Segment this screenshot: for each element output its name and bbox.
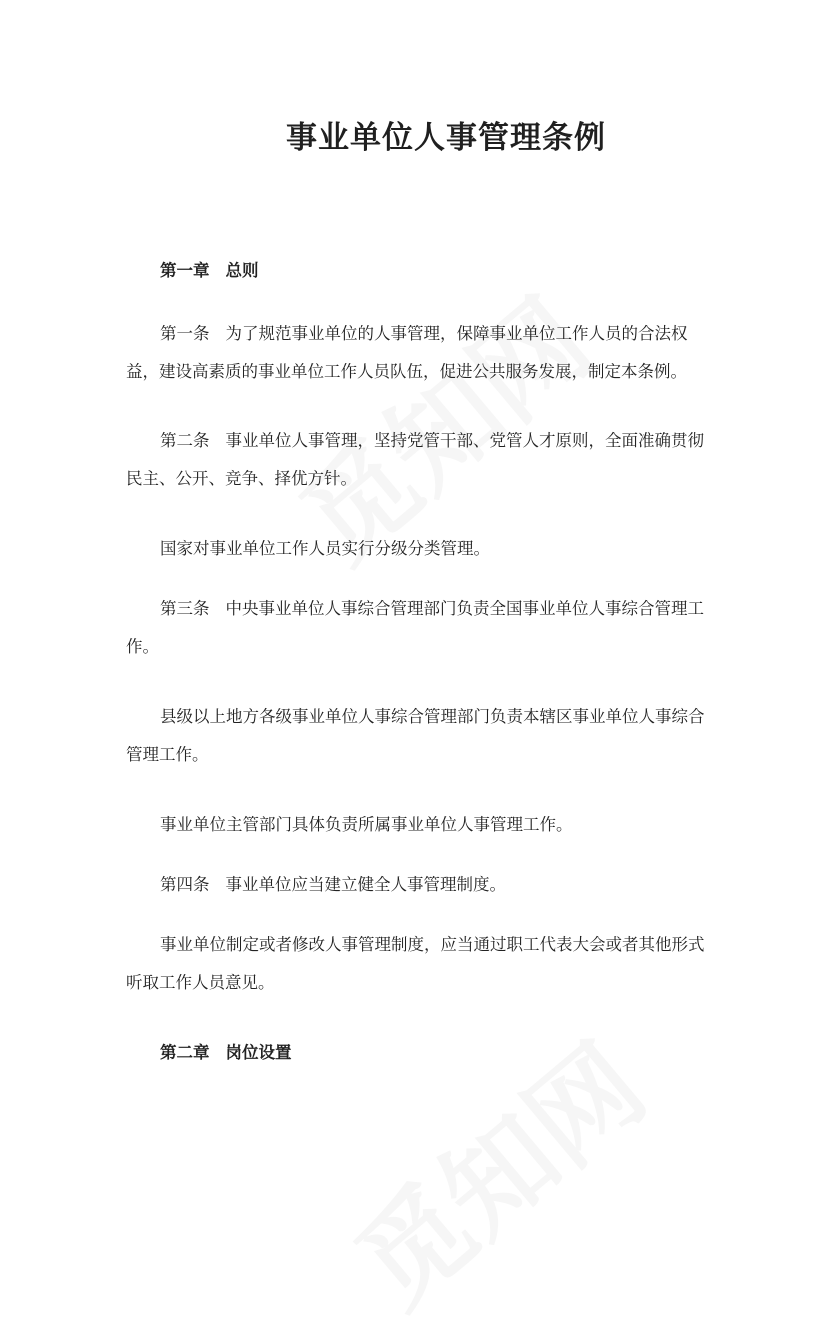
article-3-label: 第三条 xyxy=(160,599,210,618)
article-2-label: 第二条 xyxy=(160,431,210,450)
article-3-paragraph-2: 县级以上地方各级事业单位人事综合管理部门负责本辖区事业单位人事综合管理工作。 xyxy=(126,707,705,764)
chapter-1-label: 第一章 xyxy=(160,261,210,280)
article-3-paragraph-3: 事业单位主管部门具体负责所属事业单位人事管理工作。 xyxy=(160,815,573,834)
chapter-2-name: 岗位设置 xyxy=(225,1043,292,1062)
article-2-text: 事业单位人事管理，坚持党管干部、党管人才原则，全面准确贯彻民主、公开、竞争、择优方针。 xyxy=(126,431,704,488)
article-4-label: 第四条 xyxy=(160,875,210,894)
article-1 xyxy=(126,315,716,391)
article-3-text: 中央事业单位人事综合管理部门负责全国事业单位人事综合管理工作。 xyxy=(126,599,704,656)
article-4-paragraph-2: 事业单位制定或者修改人事管理制度，应当通过职工代表大会或者其他形式听取工作人员意见。 xyxy=(126,935,705,992)
article-1-label: 第一条 xyxy=(160,324,210,343)
chapter-2-heading xyxy=(126,1034,716,1072)
article-4 xyxy=(126,866,716,904)
article-4-text: 事业单位应当建立健全人事管理制度。 xyxy=(225,875,506,894)
document-title: 事业单位人事管理条例 xyxy=(286,120,606,156)
article-2 xyxy=(126,422,716,498)
chapter-2-label: 第二章 xyxy=(160,1043,210,1062)
article-1-text: 为了规范事业单位的人事管理，保障事业单位工作人员的合法权益，建设高素质的事业单位工作人员队伍，促进公共服务发展，制定本条例。 xyxy=(126,324,688,381)
article-3 xyxy=(126,590,716,666)
chapter-1-heading xyxy=(126,252,716,290)
article-2-paragraph-2: 国家对事业单位工作人员实行分级分类管理。 xyxy=(160,539,490,558)
chapter-1-name: 总则 xyxy=(225,261,259,280)
